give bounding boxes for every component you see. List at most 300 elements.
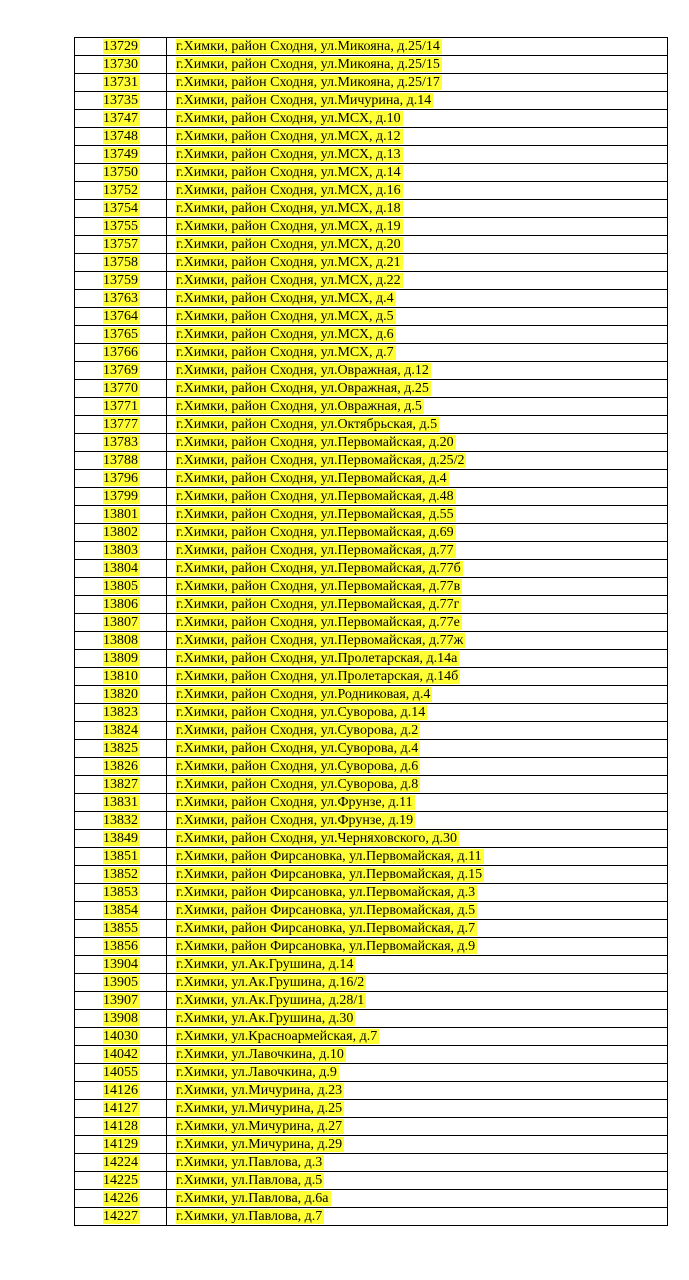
address-value: г.Химки, район Сходня, ул.Первомайская, д.77б [176,561,461,576]
id-cell [75,758,167,776]
id-cell [75,290,167,308]
id-cell [75,254,167,272]
address-cell [167,524,668,542]
id-value: 13831 [103,795,138,810]
address-cell [167,830,668,848]
address-value: г.Химки, ул.Павлова, д.3 [176,1155,323,1170]
table-row [75,1028,668,1046]
id-value: 14055 [103,1065,138,1080]
table-row [75,506,668,524]
address-cell [167,704,668,722]
table-row [75,290,668,308]
address-cell [167,470,668,488]
address-cell [167,902,668,920]
id-value: 14226 [103,1191,138,1206]
id-cell [75,542,167,560]
id-cell [75,578,167,596]
table-row [75,722,668,740]
id-cell [75,110,167,128]
address-cell [167,614,668,632]
address-cell [167,1154,668,1172]
address-value: г.Химки, район Сходня, ул.Суворова, д.14 [176,705,426,720]
id-cell [75,128,167,146]
id-cell [75,1208,167,1226]
table-row [75,344,668,362]
id-cell [75,56,167,74]
table-row [75,1172,668,1190]
table-row [75,884,668,902]
address-value: г.Химки, ул.Павлова, д.7 [176,1209,323,1224]
table-row [75,740,668,758]
address-value: г.Химки, район Сходня, ул.Микояна, д.25/15 [176,57,440,72]
id-value: 13803 [103,543,138,558]
table-row [75,920,668,938]
address-cell [167,1010,668,1028]
table-row [75,560,668,578]
address-value: г.Химки, район Сходня, ул.Овражная, д.25 [176,381,429,396]
address-value: г.Химки, район Сходня, ул.Родниковая, д.4 [176,687,431,702]
id-value: 14224 [103,1155,138,1170]
table-row [75,1154,668,1172]
address-cell [167,398,668,416]
address-cell [167,38,668,56]
table-row [75,1010,668,1028]
address-value: г.Химки, район Сходня, ул.Черняховского, д.30 [176,831,458,846]
address-cell [167,884,668,902]
address-cell [167,1118,668,1136]
id-cell [75,1172,167,1190]
address-cell [167,56,668,74]
id-value: 13755 [103,219,138,234]
address-cell [167,1064,668,1082]
id-cell [75,524,167,542]
table-row [75,596,668,614]
table-row [75,866,668,884]
id-cell [75,398,167,416]
table-row [75,956,668,974]
address-cell [167,974,668,992]
id-value: 13849 [103,831,138,846]
address-value: г.Химки, ул.Мичурина, д.29 [176,1137,343,1152]
table-row [75,1082,668,1100]
address-cell [167,452,668,470]
id-value: 13757 [103,237,138,252]
table-row [75,488,668,506]
id-value: 13747 [103,111,138,126]
table-row [75,1064,668,1082]
address-cell [167,956,668,974]
id-cell [75,902,167,920]
address-value: г.Химки, ул.Мичурина, д.23 [176,1083,343,1098]
id-cell [75,452,167,470]
id-cell [75,884,167,902]
id-value: 13788 [103,453,138,468]
address-value: г.Химки, район Сходня, ул.МСХ, д.12 [176,129,401,144]
id-cell [75,686,167,704]
id-value: 13854 [103,903,138,918]
table-row [75,398,668,416]
table-row [75,452,668,470]
table-row [75,632,668,650]
address-value: г.Химки, район Сходня, ул.МСХ, д.7 [176,345,394,360]
id-value: 14129 [103,1137,138,1152]
id-cell [75,416,167,434]
id-value: 14225 [103,1173,138,1188]
address-value: г.Химки, ул.Ак.Грушина, д.30 [176,1011,354,1026]
id-value: 13810 [103,669,138,684]
address-cell [167,992,668,1010]
table-row [75,1208,668,1226]
id-cell [75,704,167,722]
address-value: г.Химки, район Сходня, ул.Первомайская, д.69 [176,525,454,540]
id-value: 13852 [103,867,138,882]
id-value: 13802 [103,525,138,540]
id-cell [75,920,167,938]
id-cell [75,74,167,92]
address-value: г.Химки, район Фирсановка, ул.Первомайская, д.7 [176,921,476,936]
address-cell [167,812,668,830]
table-row [75,110,668,128]
id-value: 13832 [103,813,138,828]
table-row [75,470,668,488]
id-cell [75,1100,167,1118]
id-value: 13777 [103,417,138,432]
address-cell [167,92,668,110]
address-cell [167,416,668,434]
id-value: 13749 [103,147,138,162]
table-row [75,542,668,560]
table-row [75,1118,668,1136]
address-value: г.Химки, ул.Ак.Грушина, д.14 [176,957,354,972]
id-value: 13826 [103,759,138,774]
id-cell [75,596,167,614]
address-value: г.Химки, ул.Павлова, д.6а [176,1191,329,1206]
address-cell [167,938,668,956]
id-value: 14030 [103,1029,138,1044]
id-cell [75,362,167,380]
table-row [75,1136,668,1154]
id-cell [75,614,167,632]
address-cell [167,578,668,596]
address-value: г.Химки, район Фирсановка, ул.Первомайская, д.15 [176,867,483,882]
id-value: 13770 [103,381,138,396]
id-value: 13853 [103,885,138,900]
table-row [75,308,668,326]
id-value: 13799 [103,489,138,504]
id-value: 13905 [103,975,138,990]
id-value: 13750 [103,165,138,180]
id-cell [75,956,167,974]
table-row [75,974,668,992]
table-row [75,902,668,920]
address-value: г.Химки, район Сходня, ул.Первомайская, д.77в [176,579,461,594]
address-cell [167,290,668,308]
address-value: г.Химки, ул.Ак.Грушина, д.16/2 [176,975,365,990]
address-value: г.Химки, район Сходня, ул.МСХ, д.14 [176,165,401,180]
address-table-body [75,38,668,1226]
address-value: г.Химки, район Сходня, ул.Первомайская, д.48 [176,489,454,504]
address-value: г.Химки, район Сходня, ул.Пролетарская, д.14а [176,651,458,666]
address-cell [167,182,668,200]
id-value: 13856 [103,939,138,954]
id-cell [75,668,167,686]
table-row [75,182,668,200]
id-cell [75,218,167,236]
id-value: 13807 [103,615,138,630]
address-value: г.Химки, ул.Лавочкина, д.10 [176,1047,344,1062]
id-cell [75,434,167,452]
id-value: 13808 [103,633,138,648]
id-cell [75,326,167,344]
address-cell [167,542,668,560]
address-value: г.Химки, район Сходня, ул.Пролетарская, д.14б [176,669,459,684]
address-value: г.Химки, район Сходня, ул.Суворова, д.2 [176,723,419,738]
address-cell [167,758,668,776]
id-cell [75,794,167,812]
id-cell [75,866,167,884]
id-cell [75,1118,167,1136]
address-cell [167,560,668,578]
id-value: 13763 [103,291,138,306]
address-cell [167,272,668,290]
id-cell [75,236,167,254]
table-row [75,146,668,164]
id-value: 13759 [103,273,138,288]
address-cell [167,164,668,182]
id-value: 13730 [103,57,138,72]
address-cell [167,1100,668,1118]
address-value: г.Химки, район Фирсановка, ул.Первомайская, д.11 [176,849,482,864]
id-value: 13855 [103,921,138,936]
id-cell [75,974,167,992]
id-cell [75,344,167,362]
table-row [75,686,668,704]
table-row [75,578,668,596]
address-cell [167,866,668,884]
id-cell [75,200,167,218]
table-row [75,92,668,110]
address-value: г.Химки, район Сходня, ул.МСХ, д.13 [176,147,401,162]
address-value: г.Химки, район Сходня, ул.МСХ, д.22 [176,273,401,288]
address-cell [167,308,668,326]
id-cell [75,38,167,56]
table-row [75,416,668,434]
table-row [75,1046,668,1064]
address-cell [167,1190,668,1208]
address-value: г.Химки, район Сходня, ул.Микояна, д.25/17 [176,75,440,90]
address-cell [167,920,668,938]
address-value: г.Химки, район Сходня, ул.Суворова, д.8 [176,777,419,792]
address-value: г.Химки, район Сходня, ул.Фрунзе, д.19 [176,813,414,828]
address-value: г.Химки, район Сходня, ул.МСХ, д.19 [176,219,401,234]
address-value: г.Химки, район Сходня, ул.Овражная, д.12 [176,363,429,378]
id-cell [75,650,167,668]
id-cell [75,776,167,794]
table-row [75,848,668,866]
id-cell [75,632,167,650]
address-cell [167,1046,668,1064]
id-cell [75,1064,167,1082]
address-value: г.Химки, район Сходня, ул.Первомайская, д.20 [176,435,454,450]
id-value: 13769 [103,363,138,378]
address-cell [167,434,668,452]
id-cell [75,308,167,326]
id-value: 13783 [103,435,138,450]
id-value: 13907 [103,993,138,1008]
address-cell [167,254,668,272]
table-row [75,272,668,290]
id-value: 13904 [103,957,138,972]
address-cell [167,686,668,704]
id-value: 13752 [103,183,138,198]
table-row [75,38,668,56]
address-cell [167,848,668,866]
address-cell [167,146,668,164]
id-value: 13735 [103,93,138,108]
table-row [75,56,668,74]
address-value: г.Химки, район Сходня, ул.Первомайская, д.25/2 [176,453,465,468]
address-cell [167,110,668,128]
table-row [75,812,668,830]
table-row [75,380,668,398]
table-row [75,1190,668,1208]
address-value: г.Химки, ул.Лавочкина, д.9 [176,1065,337,1080]
address-value: г.Химки, район Сходня, ул.МСХ, д.5 [176,309,394,324]
id-cell [75,164,167,182]
address-cell [167,218,668,236]
table-row [75,218,668,236]
table-row [75,830,668,848]
address-value: г.Химки, ул.Павлова, д.5 [176,1173,323,1188]
address-value: г.Химки, ул.Мичурина, д.27 [176,1119,343,1134]
address-cell [167,632,668,650]
table-row [75,524,668,542]
id-value: 13748 [103,129,138,144]
id-cell [75,272,167,290]
address-value: г.Химки, район Сходня, ул.МСХ, д.21 [176,255,401,270]
address-value: г.Химки, район Сходня, ул.Мичурина, д.14 [176,93,432,108]
table-row [75,776,668,794]
address-value: г.Химки, район Сходня, ул.Овражная, д.5 [176,399,422,414]
address-value: г.Химки, район Сходня, ул.Первомайская, д.55 [176,507,454,522]
address-cell [167,740,668,758]
address-cell [167,1172,668,1190]
id-value: 13801 [103,507,138,522]
address-value: г.Химки, район Сходня, ул.МСХ, д.20 [176,237,401,252]
address-value: г.Химки, район Фирсановка, ул.Первомайская, д.9 [176,939,476,954]
id-cell [75,1190,167,1208]
table-row [75,704,668,722]
id-cell [75,92,167,110]
id-cell [75,1082,167,1100]
id-cell [75,938,167,956]
address-cell [167,488,668,506]
table-row [75,794,668,812]
table-row [75,74,668,92]
address-value: г.Химки, район Сходня, ул.Октябрьская, д.5 [176,417,438,432]
address-cell [167,344,668,362]
id-value: 13771 [103,399,138,414]
id-cell [75,992,167,1010]
address-value: г.Химки, район Сходня, ул.Суворова, д.6 [176,759,419,774]
table-row [75,992,668,1010]
id-cell [75,1136,167,1154]
address-value: г.Химки, район Сходня, ул.МСХ, д.4 [176,291,394,306]
id-value: 13824 [103,723,138,738]
id-value: 13804 [103,561,138,576]
table-row [75,236,668,254]
address-cell [167,650,668,668]
address-cell [167,74,668,92]
id-value: 13908 [103,1011,138,1026]
table-row [75,758,668,776]
id-value: 13754 [103,201,138,216]
id-value: 13825 [103,741,138,756]
id-cell [75,146,167,164]
id-value: 13796 [103,471,138,486]
id-value: 14128 [103,1119,138,1134]
address-cell [167,1208,668,1226]
id-cell [75,182,167,200]
address-cell [167,794,668,812]
id-value: 13823 [103,705,138,720]
address-table [74,37,668,1226]
address-value: г.Химки, район Сходня, ул.Микояна, д.25/14 [176,39,440,54]
id-value: 14227 [103,1209,138,1224]
id-cell [75,1010,167,1028]
address-cell [167,326,668,344]
address-value: г.Химки, район Сходня, ул.Фрунзе, д.11 [176,795,413,810]
id-value: 13851 [103,849,138,864]
id-value: 14127 [103,1101,138,1116]
id-value: 13765 [103,327,138,342]
address-value: г.Химки, район Сходня, ул.Первомайская, д.77ж [176,633,464,648]
table-row [75,650,668,668]
address-value: г.Химки, ул.Ак.Грушина, д.28/1 [176,993,365,1008]
address-cell [167,776,668,794]
id-cell [75,380,167,398]
address-cell [167,506,668,524]
address-value: г.Химки, ул.Красноармейская, д.7 [176,1029,378,1044]
table-row [75,200,668,218]
table-row [75,938,668,956]
id-cell [75,560,167,578]
address-value: г.Химки, район Сходня, ул.Первомайская, д.77 [176,543,454,558]
id-value: 13806 [103,597,138,612]
address-value: г.Химки, район Сходня, ул.МСХ, д.6 [176,327,394,342]
id-value: 13809 [103,651,138,666]
address-cell [167,1082,668,1100]
id-value: 14126 [103,1083,138,1098]
id-cell [75,1154,167,1172]
table-row [75,326,668,344]
address-cell [167,380,668,398]
table-row [75,254,668,272]
address-cell [167,362,668,380]
address-value: г.Химки, район Фирсановка, ул.Первомайская, д.3 [176,885,476,900]
id-value: 13764 [103,309,138,324]
table-row [75,668,668,686]
address-cell [167,200,668,218]
id-cell [75,506,167,524]
address-cell [167,1028,668,1046]
table-row [75,1100,668,1118]
table-row [75,614,668,632]
address-cell [167,236,668,254]
table-row [75,434,668,452]
id-cell [75,830,167,848]
id-cell [75,1046,167,1064]
